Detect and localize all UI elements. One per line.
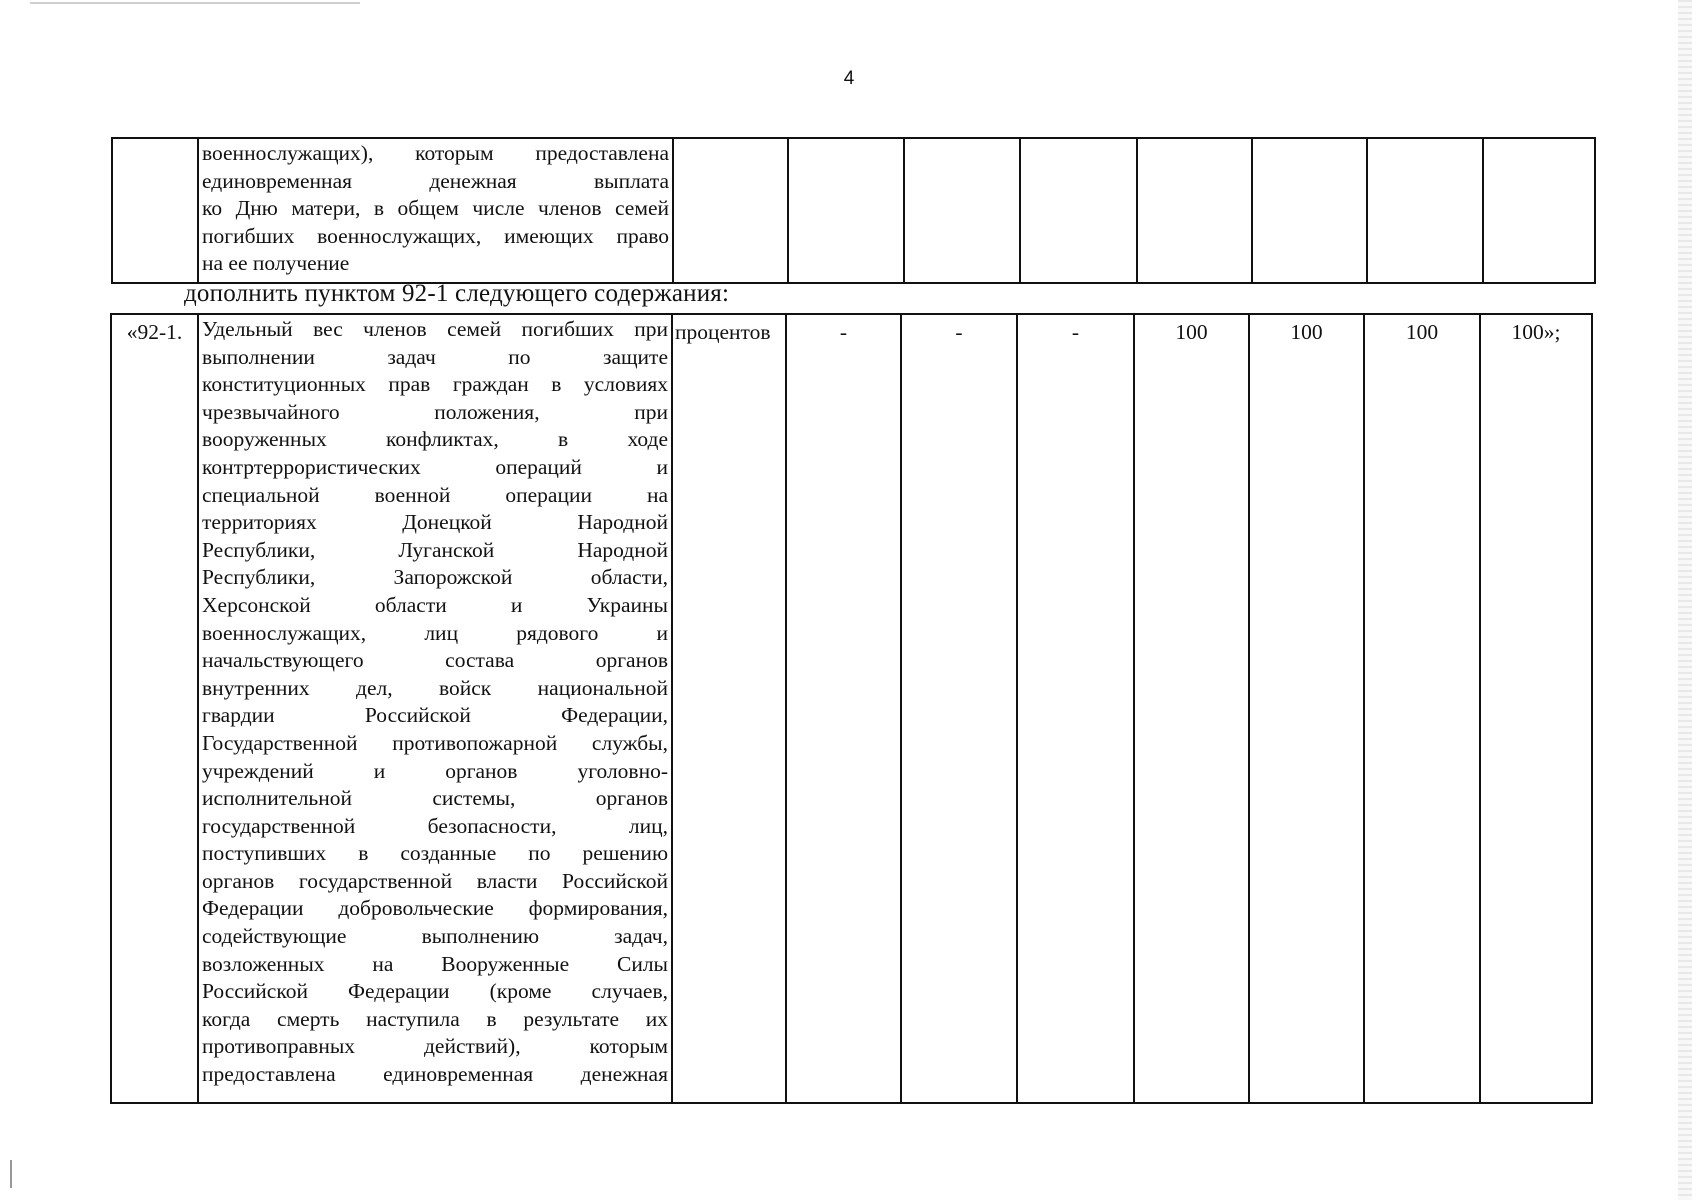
table-row — [112, 138, 1595, 283]
value-cell: 100»; — [1480, 314, 1592, 1103]
table-row — [111, 314, 1592, 1103]
description-line: учреждений и органов уголовно- — [202, 758, 668, 783]
description-line: гвардии Российской Федерации, — [202, 703, 668, 728]
description-line: Российской Федерации (кроме случаев, — [202, 979, 668, 1004]
description-line: внутренних дел, войск национальной — [202, 675, 668, 700]
description-line: вооруженных конфликтах, в ходе — [202, 427, 668, 452]
description-line: Херсонской области и Украины — [202, 592, 668, 617]
amendment-instruction: дополнить пунктом 92-1 следующего содержания: — [184, 280, 730, 307]
description-line: военнослужащих, лиц рядового и — [202, 620, 668, 645]
value-cell — [1020, 138, 1137, 283]
value-cell — [1137, 138, 1252, 283]
value-cell: - — [1017, 314, 1134, 1103]
description-line: Государственной противопожарной службы, — [202, 730, 668, 755]
description-line: чрезвычайного положения, при — [202, 399, 668, 424]
value-cell — [1367, 138, 1483, 283]
page-number: 4 — [843, 68, 855, 89]
value-cell: 100 — [1249, 314, 1364, 1103]
description-line: выполнении задач по защите — [202, 344, 668, 369]
value-cell — [1252, 138, 1367, 283]
description-line: конституционных прав граждан в условиях — [202, 372, 668, 397]
description-line: начальствующего состава органов — [202, 648, 668, 673]
value-cell — [1483, 138, 1595, 283]
row-number-cell: «92-1. — [111, 314, 198, 1103]
value-cell: 100 — [1364, 314, 1480, 1103]
unit-cell — [673, 138, 788, 283]
description-line: контртеррористических операций и — [202, 454, 668, 479]
scan-artifact-left — [10, 1160, 12, 1188]
row-number-cell — [112, 138, 198, 283]
description-line: специальной военной операции на — [202, 482, 668, 507]
value-cell: - — [901, 314, 1017, 1103]
description-line: Удельный вес членов семей погибших при — [202, 317, 668, 341]
description-line: содействующие выполнению задач, — [202, 924, 668, 949]
scan-artifact-top — [30, 2, 360, 4]
table-new-item — [110, 313, 1593, 1104]
unit-cell: процентов — [672, 314, 786, 1103]
description-line: поступивших в созданные по решению — [202, 841, 668, 866]
row-description-cell — [198, 314, 672, 1103]
value-cell — [788, 138, 904, 283]
row-description-cell — [198, 138, 673, 283]
description-line: противоправных действий), которым — [202, 1034, 668, 1059]
description-line: когда смерть наступила в результате их — [202, 1006, 668, 1031]
description-line: Республики, Запорожской области, — [202, 565, 668, 590]
description-line: единовременная денежная выплата — [202, 168, 669, 193]
description-line: Федерации добровольческие формирования, — [202, 896, 668, 921]
description-line: Республики, Луганской Народной — [202, 537, 668, 562]
description-line: возложенных на Вооруженные Силы — [202, 951, 668, 976]
value-cell — [904, 138, 1020, 283]
description-line: предоставлена единовременная денежная — [202, 1062, 668, 1087]
description-line: погибших военнослужащих, имеющих право — [202, 223, 669, 248]
scan-artifact-edge — [1678, 0, 1692, 1200]
table-continuation — [111, 137, 1596, 284]
description-line: исполнительной системы, органов — [202, 786, 668, 811]
description-line: территориях Донецкой Народной — [202, 510, 668, 535]
description-line: ко Дню матери, в общем числе членов семей — [202, 196, 669, 221]
description-line: на ее получение — [202, 251, 350, 276]
description-line: государственной безопасности, лиц, — [202, 813, 668, 838]
value-cell: 100 — [1134, 314, 1249, 1103]
description-line: органов государственной власти Российской — [202, 868, 668, 893]
value-cell: - — [786, 314, 901, 1103]
description-line: военнослужащих), которым предоставлена — [202, 141, 669, 165]
